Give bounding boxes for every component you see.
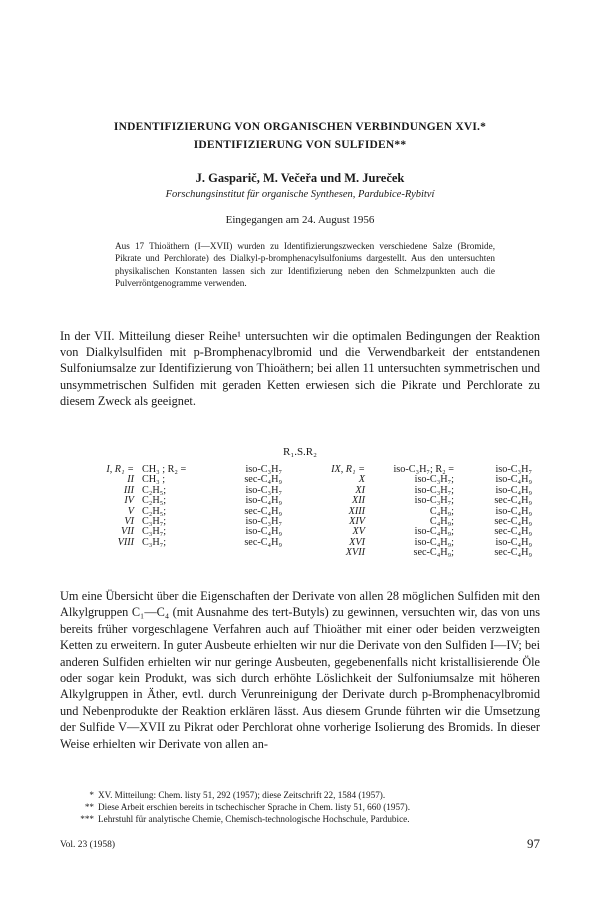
footnote-mark: ** <box>84 801 94 812</box>
table-cell: C₃H₇; <box>142 536 167 548</box>
table-cell: C₃H₇; <box>142 515 167 527</box>
table-cell: C₄H₉; <box>429 505 454 517</box>
footnotes <box>60 790 540 825</box>
table-cell: XVI <box>349 536 365 548</box>
table-cell: XI <box>355 484 365 496</box>
table-cell: C₂H₅; <box>142 505 167 517</box>
table-cell: iso-C₃H₇ <box>245 464 282 475</box>
table-cell: C₄H₉; <box>429 515 454 527</box>
table-cell: sec-C₄H₉ <box>494 515 532 527</box>
table-cell: CH₃ ; R₂ = <box>142 464 187 475</box>
table-cell: iso-C₄H₉; <box>414 536 454 548</box>
table-cell: sec-C₄H₉ <box>494 495 532 507</box>
table-cell: iso-C₄H₉ <box>495 474 532 486</box>
table-cell: IX, R₁ = <box>331 464 365 475</box>
table-cell: XII <box>351 495 365 507</box>
table-cell: VIII <box>117 536 134 548</box>
table-cell: II <box>127 474 134 486</box>
table-cell: iso-C₄H₉ <box>495 505 532 517</box>
table-cell: sec-C₄H₉ <box>494 547 532 559</box>
paragraph-text: Um eine Übersicht über die Eigenschaften der Derivate von allen 28 möglichen Sulfiden mit den Alkylgruppen C₁—C₄ (mit Ausnahme des tert-Butyls) zu gewinnen, versuchten wir, das von uns bereits früher vorgeschlagene Verfahren auch auf Thioäther mit einer oder beiden verzweigten Ketten zu erweitern. In guter Ausbeute erhielten wir nur die Derivate von den Sulfiden I—IV; bei anderen Sulfiden erhielten wir nur geringe Ausbeuten, gegebenenfalls nicht kristallisierende Öle oder sogar kein Produkt, was sich durch erhöhte Löslichkeit der Sulfoniumsalze mit höheren Alkylgruppen in Äther, evtl. durch Verunreinigung der Derivate durch p-Bromphenacylbromid und Nebenprodukte der Reaktion erklären lässt. Aus diesem Grunde führten wir die Umsetzung der Sulfide V—XVII zu Pikrat oder Perchlorat ohne vorherige Isolierung des Bromids. In dieser Weise erhielten wir Derivate von allen an- <box>60 589 540 751</box>
table-cell: iso-C₃H₇; R₂ = <box>393 464 454 475</box>
table-cell: XIV <box>349 515 365 527</box>
body-paragraph-2 <box>60 588 540 752</box>
table-row <box>92 537 532 547</box>
table-cell: iso-C₄H₉ <box>245 495 282 507</box>
table-row <box>92 495 532 505</box>
table-cell: iso-C₃H₇; <box>414 495 454 507</box>
table-cell: I, R₁ = <box>106 464 134 475</box>
body-paragraph-1 <box>60 328 540 409</box>
table-cell: iso-C₄H₉ <box>495 484 532 496</box>
table-cell: iso-C₄H₉ <box>245 526 282 538</box>
table-row <box>92 464 532 474</box>
table-cell: VI <box>124 515 134 527</box>
table-cell: XVII <box>345 547 365 559</box>
abstract-text: Aus 17 Thioäthern (I—XVII) wurden zu Identifizierungszwecken verschiedene Salze (Bromide, Pikrate und Perchlorate) des Dialkyl-p-bromphenacylsulfoniums dargestellt. Aus den untersuchten physikalischen Konstanten lassen sich zur Identifizierung neben den Schmelzpunkten auch die Pulverröntgenogramme verwenden. <box>115 241 495 289</box>
table-cell: C₂H₅; <box>142 484 167 496</box>
authors: J. Gasparič, M. Večeřa und M. Jureček <box>195 171 405 185</box>
table-cell: iso-C₄H₉; <box>414 526 454 538</box>
received-date: Eingegangen am 24. August 1956 <box>225 214 375 226</box>
table-cell: IV <box>124 495 134 507</box>
affiliation: Forschungsinstitut für organische Synthesen, Pardubice-Rybitví <box>165 189 435 200</box>
table-cell: iso-C₃H₇ <box>245 484 282 496</box>
footnote-text: Diese Arbeit erschien bereits in tschechischer Sprache in Chem. listy 51, 660 (1957). <box>98 801 411 812</box>
footnote-text: Lehrstuhl für analytische Chemie, Chemisch-technologische Hochschule, Pardubice. <box>98 813 410 824</box>
table-cell: iso-C₃H₇ <box>245 515 282 527</box>
footnote-mark: *** <box>80 813 94 824</box>
table-cell: XIII <box>348 505 365 517</box>
table-row <box>92 506 532 516</box>
table-cell: sec-C₄H₉ <box>494 526 532 538</box>
article-title-line1: INDENTIFIZIERUNG VON ORGANISCHEN VERBINDUNGEN XVI.* <box>113 121 487 133</box>
paragraph-text: In der VII. Mitteilung dieser Reihe¹ untersuchten wir die optimalen Bedingungen der Reaktion von Dialkylsulfiden mit p-Bromphenacylbromid und die Verwendbarkeit der entstandenen Sulfoniumsalze zur Identifizierung von Thioäthern; bei allen 11 untersuchten symmetrischen und unsymmetrischen Sulfiden mit geraden Ketten erwiesen sich die Pikrate und Perchlorate zu diesem Zweck als geeignet. <box>60 329 540 408</box>
table-cell: iso-C₃H₇; <box>414 484 454 496</box>
footnote-text: XV. Mitteilung: Chem. listy 51, 292 (1957); diese Zeitschrift 22, 1584 (1957). <box>98 790 386 800</box>
table-cell: VII <box>120 526 134 538</box>
table-cell: III <box>123 484 134 496</box>
general-formula: R₁.S.R₂ <box>283 446 317 458</box>
table-cell: C₃H₇; <box>142 526 167 538</box>
footnote-mark: * <box>89 790 94 800</box>
footnote <box>60 802 540 814</box>
table-cell: iso-C₃H₇ <box>495 464 532 475</box>
footnote <box>60 814 540 826</box>
abstract <box>115 240 495 290</box>
footnote <box>60 790 540 802</box>
table-row <box>92 526 532 536</box>
table-cell: sec-C₄H₉ <box>244 474 282 486</box>
table-row <box>92 485 532 495</box>
table-cell: iso-C₃H₇; <box>414 474 454 486</box>
table-row <box>92 474 532 484</box>
table-cell: sec-C₄H₉; <box>413 547 454 559</box>
table-row <box>92 516 532 526</box>
table-cell: iso-C₄H₉ <box>495 536 532 548</box>
table-cell: CH₃ ; <box>142 474 166 486</box>
table-cell: X <box>358 474 365 486</box>
table-row <box>92 547 532 557</box>
table-cell: C₂H₅; <box>142 495 167 507</box>
article-title-line2: IDENTIFIZIERUNG VON SULFIDEN** <box>193 139 407 151</box>
sulfide-list-table <box>92 464 532 558</box>
table-cell: V <box>127 505 134 517</box>
table-cell: sec-C₄H₉ <box>244 505 282 517</box>
page-number: 97 <box>527 836 540 851</box>
table-cell: XV <box>352 526 365 538</box>
volume-info: Vol. 23 (1958) <box>60 840 115 850</box>
table-cell: sec-C₄H₉ <box>244 536 282 548</box>
